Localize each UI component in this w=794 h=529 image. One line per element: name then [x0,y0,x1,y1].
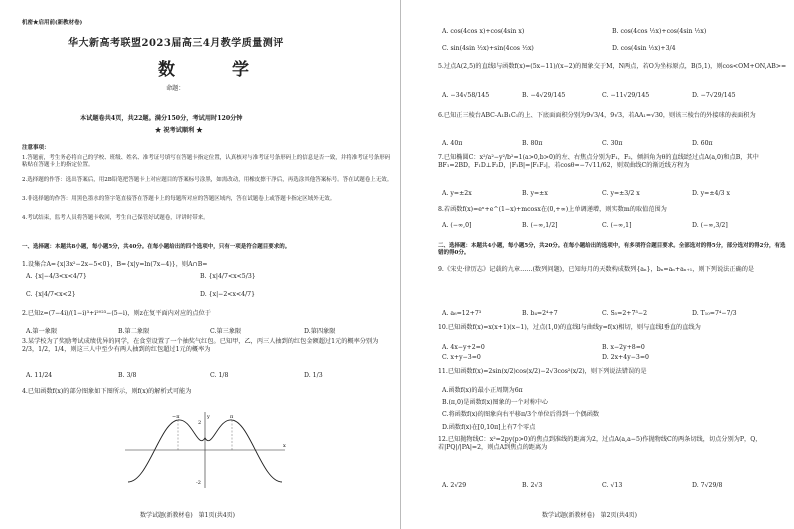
page-2-footer: 数学试题(新教材卷) 第2页(共4页) [542,512,637,519]
x-tick-left: −π [172,414,180,420]
q9-option-c[interactable]: C. S₅=2+7³−2 [602,310,648,317]
page-divider [400,0,401,529]
q10-option-d[interactable]: D. 2x+4y−3=0 [602,354,649,361]
q4-option-a[interactable]: A. cos(4cos x)+cos(4sin x) [442,28,525,35]
q9-option-b[interactable]: B. b₄=2⁴+7 [522,310,558,317]
q8-option-b[interactable]: B. (−∞,1/2] [522,222,558,229]
q5-option-c[interactable]: C. −11√29/145 [602,92,650,99]
q1-option-c[interactable]: C. {x|4/7<x<2} [26,291,76,298]
mingti-label: 命题： [166,85,185,92]
q9-option-d[interactable]: D. T₁₀=7⁴−7/3 [692,310,737,317]
q5-option-a[interactable]: A. −34√58/145 [442,92,490,99]
q1-option-a[interactable]: A. {x|−4/3<x<4/7} [26,273,87,280]
question-6: 6.已知正三棱台ABC-A₁B₁C₁的上、下底面面积分别为9√3/4，9√3，若AA₁=√30，则该三棱台的外接球的表面积为 [438,112,756,119]
q2-option-b[interactable]: B.第二象限 [118,328,150,335]
x-tick-right: π [230,414,234,420]
q11-option-a[interactable]: A.函数f(x)的最小正周期为6π [442,387,523,394]
q11-option-c[interactable]: C.将函数f(x)的图象向右平移π/3个单位后得到一个偶函数 [442,411,600,418]
y-axis-label: y [207,414,210,420]
question-7: 7.已知椭圆C：x²/a²−y²/b²=1(a>0,b>0)的左、右焦点分别为F₁，F₂，倾斜角为θ的直线l经过点A(a,0)和点B，其中BF₁=2BD，F₁D⊥F₂D，|F₁B|=|F₁F₂|，若cosθ=−7√11/62，则双曲线C的渐近线方程为 [438,154,759,169]
section-2-heading: 二、选择题：本题共4小题，每小题5分，共20分。在每小题给出的选项中，有多项符合题目要求。全部选对的得5分，部分选对的得2分，有选错的得0分。 [438,243,786,256]
q12-option-c[interactable]: C. √13 [602,482,623,489]
x-axis-label: x [283,443,286,449]
q5-option-b[interactable]: B. −4√29/145 [522,92,566,99]
note-3: 3.非选择题的作答：用黑色墨水的签字笔直接答在答题卡上的每题所对应的答题区域内，答在试题卷上或答题卡指定区域外无效。 [22,196,336,202]
q7-option-a[interactable]: A. y=±2x [442,190,472,197]
q3-option-c[interactable]: C. 1/8 [210,372,229,379]
q11-option-d[interactable]: D.函数f(x)在[0,10π]上有7个零点 [442,424,536,431]
note-2: 2.选择题的作答：选出答案后，用2B铅笔把答题卡上对应题目的答案标号涂黑，如需改动，用橡皮擦干净后，再选涂其他答案标号。答在试题卷上无效。 [22,177,393,183]
q5-option-d[interactable]: D. −7√29/145 [692,92,736,99]
q7-option-d[interactable]: D. y=±4/3 x [692,190,730,197]
q4-option-d[interactable]: D. cos(4sin ½x)+3/4 [612,45,676,52]
question-11: 11.已知函数f(x)=2sin(x/2)cos(x/2)−2√3cos²(x/2)，则下列说法错误的是 [438,368,647,375]
q8-option-a[interactable]: A. (−∞,0] [442,222,472,229]
question-3: 3.某学校为了奖励考试成绩优异的同学，在食堂设置了一个抽奖气红包。已知甲，乙，丙三人抽到的红包金额超过1元的概率分别为2/3，1/2，1/4，则这三人中至少有两人抽到的红包超过1元的概率为 [22,338,379,353]
question-2: 2.已知z=(7−4i)/(1−i)³+i²⁰²³−(5−i)，则z在复平面内对应的点位于 [22,310,211,317]
exam-page-2 [402,0,794,529]
question-9: 9.《宋史·律历志》记载的九章……(数列问题)，已知每月的天数构成数列{aₙ}，bₙ=aₙ+aₙ₊₁，则下列说法正确的是 [438,266,755,273]
question-4: 4.已知函数f(x)的部分图象如下图所示，则f(x)的解析式可能为 [22,388,192,395]
q3-option-a[interactable]: A. 11/24 [26,372,53,379]
q1-option-b[interactable]: B. {x|4/7<x<5/3} [200,273,256,280]
q6-option-d[interactable]: D. 60π [692,140,713,147]
question-8: 8.若函数f(x)=eˣ+e^(1−x)+mcosx在(0,+∞)上单调递增，则实数m的取值范围为 [438,206,667,213]
q6-option-a[interactable]: A. 40π [442,140,463,147]
q12-option-d[interactable]: D. 7√29/8 [692,482,723,489]
good-luck: ★ 祝考试顺利 ★ [155,127,203,134]
q2-option-a[interactable]: A.第一象限 [26,328,58,335]
note-1: 1.答题前，考生务必将自己的学校、班级、姓名、准考证号填写在答题卡指定位置，认真核对与准考证号条形码上的信息是否一致，并将准考证号条形码粘贴在答题卡上的指定位置。 [22,155,391,168]
question-10: 10.已知函数f(x)=x(x+1)(x−1)，过点(1,0)的直线l与曲线y=f(x)相切，则与直线l垂直的直线为 [438,324,701,331]
q1-option-d[interactable]: D. {x|−2<x<4/7} [200,291,256,298]
q10-option-b[interactable]: B. x−2y+8=0 [602,344,645,351]
q6-option-b[interactable]: B. 80π [522,140,543,147]
q2-option-d[interactable]: D.第四象限 [304,328,336,335]
subject-title: 数 学 [158,60,269,80]
section-1-heading: 一、选择题：本题共8小题，每小题5分，共40分。在每小题给出的四个选项中，只有一项是符合题目要求的。 [22,244,291,250]
q8-option-c[interactable]: C. (−∞,1] [602,222,632,229]
q7-option-c[interactable]: C. y=±3/2 x [602,190,640,197]
question-1: 1.设集合A={x|3x²−2x−5<0}，B={x|y=ln(7x−4)}，则A∩B= [22,261,208,268]
cosine-graph [120,410,290,490]
y-tick-bottom: -2 [196,480,201,486]
q3-option-d[interactable]: D. 1/3 [304,372,323,379]
q4-option-b[interactable]: B. cos(4cos ½x)+cos(4sin ½x) [612,28,707,35]
q10-option-a[interactable]: A. 4x−y+2=0 [442,344,485,351]
exam-info: 本试题卷共4页，共22题。满分150分，考试用时120分钟 [80,115,243,122]
question-12: 12.已知抛物线C：x²=2py(p>0)的焦点到准线的距离为2，过点A(a,a−5)作抛物线C的两条切线，切点分别为P，Q，若|PQ|/|PA|=2，则点A到焦点的距离为 [438,436,762,451]
question-5: 5.过点A(2,5)的直线l与函数f(x)=(5x−11)/(x−2)的图象交于M，N两点，若O为坐标原点，B(5,1)，则cos<OM+ON,AB>= [438,63,787,70]
q11-option-b[interactable]: B.(π,0)是函数f(x)图象的一个对称中心 [442,399,549,406]
q9-option-a[interactable]: A. a₆=12+7³ [442,310,482,317]
q4-option-c[interactable]: C. sin(4sin ½x)+sin(4cos ½x) [442,45,534,52]
notes-title: 注意事项： [22,145,50,151]
q2-option-c[interactable]: C.第三象限 [210,328,242,335]
q12-option-b[interactable]: B. 2√3 [522,482,543,489]
y-tick-top: 2 [198,420,202,426]
page-1-footer: 数学试题(新教材卷) 第1页(共4页) [140,512,235,519]
note-4: 4.考试结束，监考人员将答题卡收回，考生自己保管好试题卷，评讲时带来。 [22,215,209,221]
q6-option-c[interactable]: C. 30π [602,140,623,147]
q3-option-b[interactable]: B. 3/8 [118,372,137,379]
q8-option-d[interactable]: D. (−∞,3/2] [692,222,728,229]
top-tag: 机密★启用前(新教材卷) [22,20,83,26]
q12-option-a[interactable]: A. 2√29 [442,482,467,489]
exam-title: 华大新高考联盟2023届高三4月教学质量测评 [68,38,284,49]
q10-option-c[interactable]: C. x+y−3=0 [442,354,481,361]
q7-option-b[interactable]: B. y=±x [522,190,548,197]
